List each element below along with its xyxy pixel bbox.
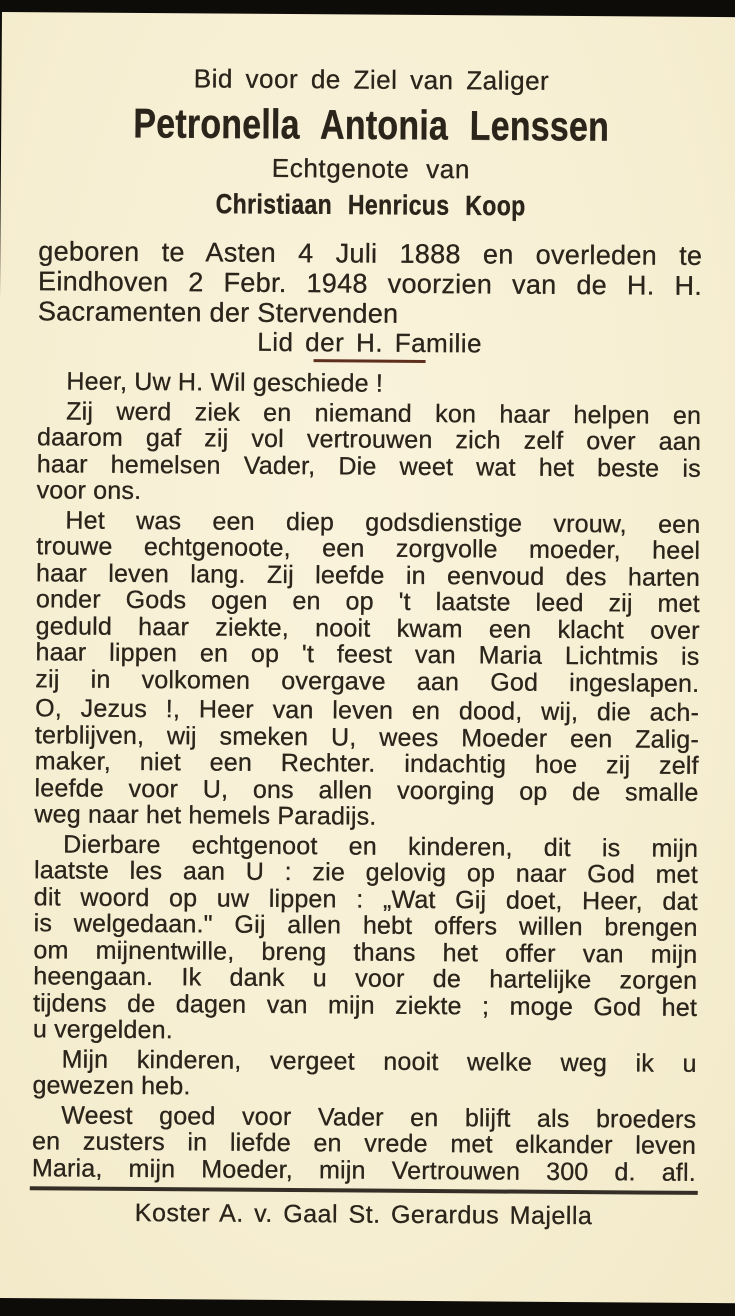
- spouse-name: Christiaan Henricus Koop: [215, 187, 526, 222]
- paragraph: [32, 1102, 697, 1186]
- text-line: Dierbare echtgenoot en kinderen, dit is mijn: [63, 829, 699, 863]
- text-line: Zij werd ziek en niemand kon haar helpen en: [66, 396, 702, 430]
- text-line: onder Gods ogen en op 't laatste leed zij met: [35, 585, 700, 618]
- paragraph: [37, 398, 702, 509]
- text-line: tijdens de dagen van mijn ziekte ; moge God het: [32, 988, 698, 1022]
- text-line: voor ons.: [36, 476, 142, 505]
- text-line: Maria, mijn Moeder, mijn Vertrouwen 300 d. afl.: [31, 1153, 697, 1187]
- membership-underline: [314, 359, 426, 363]
- text-line: O, Jezus !, Heer van leven en dood, wij, die ach-: [35, 694, 700, 727]
- intro-line: Bid voor de Ziel van Zaliger: [193, 63, 550, 96]
- text-line: heengaan. Ik dank u voor de hartelijke zorgen: [33, 962, 698, 995]
- text-line: en zusters in liefde en vrede met elkander leven: [32, 1127, 697, 1160]
- text-line: leefde voor U, ons allen voorging op de smalle: [34, 773, 699, 807]
- text-line: Weest goed voor Vader en blijft als broeders: [61, 1100, 697, 1134]
- vitals-paragraph: [38, 236, 703, 331]
- text-line: haar hemelsen Vader, Die weet wat het beste is: [36, 449, 701, 483]
- text-line: gewezen heb.: [32, 1071, 191, 1101]
- text-line: Sacramenten der Stervenden: [37, 296, 399, 329]
- relation-label: Echtgenote van: [271, 152, 471, 185]
- text-line: om mijnentwille, breng thans het offer van mijn: [33, 935, 698, 969]
- text-line: laatste les aan U : zie gelovig op naar God met: [33, 856, 699, 889]
- paragraph: [33, 831, 698, 1048]
- text-line: zij in volkomen overgave aan God ingeslapen.: [35, 664, 700, 698]
- membership-line: Lid der H. Familie: [257, 326, 483, 359]
- text-line: Heer, Uw H. Wil geschiede !: [66, 367, 384, 398]
- paragraph: [35, 507, 700, 697]
- prayer-card: [0, 12, 735, 1303]
- paragraph: [37, 368, 701, 399]
- text-line: is welgedaan." Gij allen hebt offers willen brengen: [33, 909, 698, 942]
- text-line: dit woord op uw lippen : „Wat Gij doet, Heer, dat: [33, 882, 698, 916]
- text-line: u vergelden.: [32, 1015, 173, 1045]
- text-line: daarom gaf zij vol vertrouwen zich zelf over aan: [36, 423, 702, 456]
- separator-rule: [30, 1186, 698, 1195]
- text-line: Eindhoven 2 Febr. 1948 voorzien van de H. H.: [38, 266, 703, 301]
- text-line: maker, niet een Rechter. indachtig hoe zij zelf: [34, 747, 699, 780]
- prayer-text: [32, 368, 702, 1186]
- text-line: haar lippen en op 't feest van Maria Lichtmis is: [35, 638, 700, 671]
- text-line: terblijven, wij smeken U, wees Moeder een Zalig-: [34, 720, 700, 754]
- text-line: weg naar het hemels Paradijs.: [34, 800, 377, 831]
- printer-credit: Koster A. v. Gaal St. Gerardus Majella: [134, 1198, 593, 1231]
- deceased-name: Petronella Antonia Lenssen: [133, 100, 610, 151]
- paragraph: [32, 1046, 696, 1104]
- text-line: geboren te Asten 4 Juli 1888 en overleden te: [38, 236, 703, 271]
- text-line: Het was een diep godsdienstige vrouw, een: [65, 505, 701, 539]
- text-line: trouwe echtgenoote, een zorgvolle moeder, heel: [36, 532, 701, 565]
- text-line: geduld haar ziekte, nooit kwam een klacht over: [35, 611, 700, 645]
- paragraph: [34, 695, 699, 832]
- text-line: haar leven lang. Zij leefde in eenvoud des harten: [35, 558, 701, 592]
- card-content: [32, 62, 704, 1231]
- text-line: Mijn kinderen, vergeet nooit welke weg ik u: [61, 1044, 697, 1078]
